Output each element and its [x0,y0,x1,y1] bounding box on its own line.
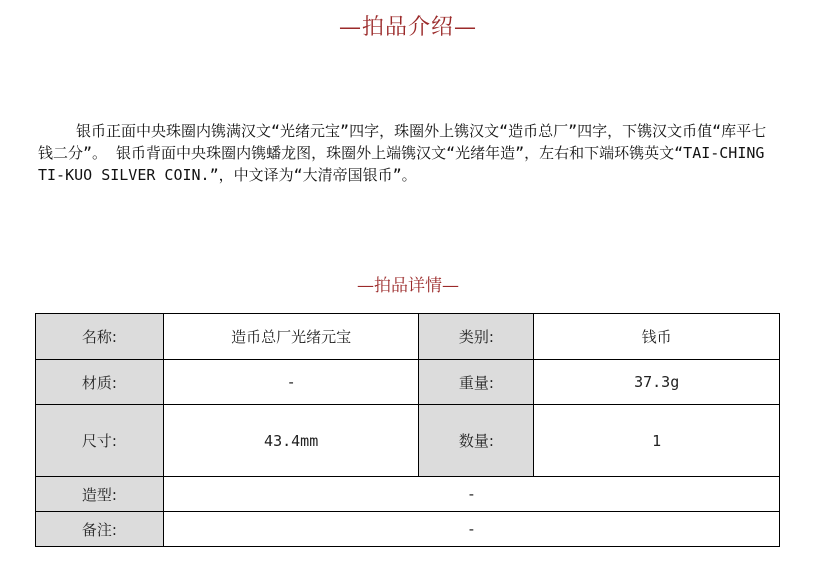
page-title: —拍品介绍— [338,15,477,40]
weight-label: 重量: [419,360,534,405]
intro-paragraph: 银币正面中央珠圈内镌满汉文“光绪元宝”四字，珠圈外上镌汉文“造币总厂”四字，下镌汉文币值“库平七钱二分”。 银币背面中央珠圈内镌蟠龙图，珠圈外上端镌汉文“光绪年造”，左右和下端环镌英文“TAI-CHING TI-KUO SILVER COIN.”，中文译为“大清帝国银币”。 [38,122,767,184]
shape-value: - [163,477,779,512]
table-row [36,512,780,547]
details-table [35,313,780,547]
size-label: 尺寸: [36,405,164,477]
details-title: —拍品详情— [357,276,459,296]
material-label: 材质: [36,360,164,405]
table-row [36,477,780,512]
quantity-label: 数量: [419,405,534,477]
note-label: 备注: [36,512,164,547]
shape-label: 造型: [36,477,164,512]
category-value: 钱币 [534,314,780,360]
material-value: - [163,360,419,405]
size-value: 43.4mm [163,405,419,477]
table-row [36,360,780,405]
quantity-value: 1 [534,405,780,477]
weight-value: 37.3g [534,360,780,405]
table-row [36,405,780,477]
note-value: - [163,512,779,547]
name-label: 名称: [36,314,164,360]
table-row [36,314,780,360]
name-value: 造币总厂光绪元宝 [163,314,419,360]
category-label: 类别: [419,314,534,360]
